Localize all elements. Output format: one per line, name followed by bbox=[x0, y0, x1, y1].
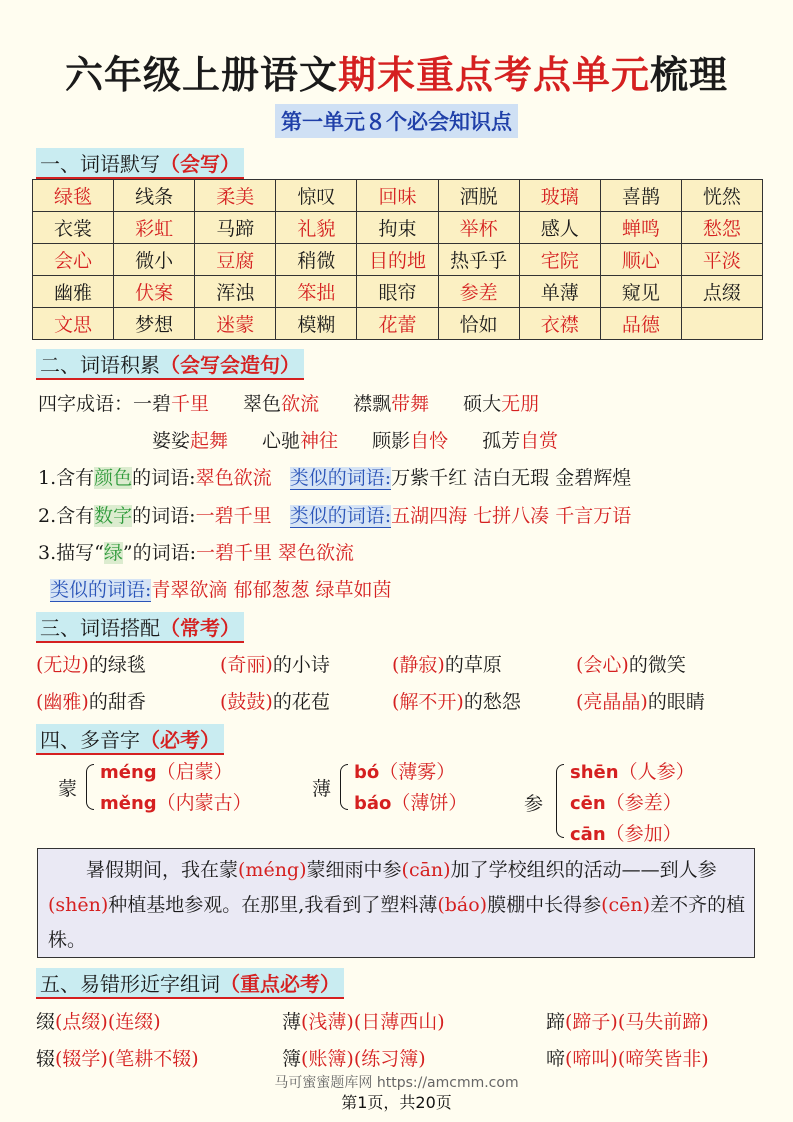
table-row bbox=[33, 244, 763, 276]
collocation: (奇丽)的小诗 bbox=[220, 654, 330, 676]
example-passage-box bbox=[37, 848, 755, 958]
table-cell: 稍微 bbox=[276, 244, 357, 276]
title-part2: 期末重点考点单元 bbox=[337, 53, 650, 97]
footer-page-number: 第1页，共20页 bbox=[341, 1093, 452, 1112]
table-cell: 感人 bbox=[519, 212, 600, 244]
idiom: 婆娑起舞 bbox=[152, 430, 229, 452]
section-5-heading: 五、易错形近字组词（重点必考） bbox=[36, 968, 344, 999]
polyphone-bao-2: báo（薄饼） bbox=[354, 792, 468, 814]
table-cell: 柔美 bbox=[195, 180, 276, 212]
similar-char-group: 辍(辍学)(笔耕不辍) bbox=[36, 1048, 199, 1070]
table-cell: 目的地 bbox=[357, 244, 438, 276]
similar-char-group: 缀(点缀)(连缀) bbox=[36, 1011, 161, 1033]
table-cell: 宅院 bbox=[519, 244, 600, 276]
table-row bbox=[33, 212, 763, 244]
collocation: (会心)的微笑 bbox=[576, 654, 686, 676]
idiom: 一碧千里 bbox=[133, 393, 210, 415]
collocation: (亮晶晶)的眼睛 bbox=[576, 691, 705, 713]
table-cell: 马蹄 bbox=[195, 212, 276, 244]
collocation: (鼓鼓)的花苞 bbox=[220, 691, 330, 713]
table-cell: 豆腐 bbox=[195, 244, 276, 276]
table-cell: 微小 bbox=[114, 244, 195, 276]
number-words-line: 2.含有数字的词语:一碧千里 类似的词语:五湖四海 七拼八凑 千言万语 bbox=[38, 505, 632, 527]
table-row bbox=[33, 276, 763, 308]
idiom: 顾影自怜 bbox=[372, 430, 449, 452]
table-cell: 热乎乎 bbox=[438, 244, 519, 276]
collocation: (幽雅)的甜香 bbox=[36, 691, 146, 713]
table-cell: 眼帘 bbox=[357, 276, 438, 308]
similar-char-group: 簿(账簿)(练习簿) bbox=[282, 1048, 426, 1070]
idiom: 心驰神往 bbox=[262, 430, 339, 452]
section-2-heading: 二、词语积累（会写会造句） bbox=[36, 349, 304, 380]
table-cell: 文思 bbox=[33, 308, 114, 340]
table-cell: 蝉鸣 bbox=[600, 212, 681, 244]
table-cell: 窥见 bbox=[600, 276, 681, 308]
collocation: (解不开)的愁怨 bbox=[392, 691, 521, 713]
polyphone-char-meng: 蒙 bbox=[58, 778, 78, 800]
table-cell: 喜鹊 bbox=[600, 180, 681, 212]
similar-char-group: 薄(浅薄)(日薄西山) bbox=[282, 1011, 445, 1033]
table-cell: 彩虹 bbox=[114, 212, 195, 244]
table-cell: 笨拙 bbox=[276, 276, 357, 308]
idiom: 孤芳自赏 bbox=[482, 430, 559, 452]
table-cell: 惊叹 bbox=[276, 180, 357, 212]
table-row bbox=[33, 308, 763, 340]
idiom: 襟飘带舞 bbox=[353, 393, 430, 415]
polyphone-shen-2: cēn（参差） bbox=[570, 792, 682, 814]
table-cell bbox=[681, 308, 762, 340]
table-cell: 恍然 bbox=[681, 180, 762, 212]
table-cell: 点缀 bbox=[681, 276, 762, 308]
page-subtitle: 第一单元８个必会知识点 bbox=[275, 104, 518, 138]
table-cell: 回味 bbox=[357, 180, 438, 212]
table-cell: 愁怨 bbox=[681, 212, 762, 244]
polyphone-bao-1: bó（薄雾） bbox=[354, 761, 456, 783]
table-cell: 顺心 bbox=[600, 244, 681, 276]
similar-char-group: 蹄(蹄子)(马失前蹄) bbox=[546, 1011, 709, 1033]
green-similar-line: 类似的词语:青翠欲滴 郁郁葱葱 绿草如茵 bbox=[50, 579, 392, 601]
green-words-line: 3.描写“绿”的词语:一碧千里 翠色欲流 bbox=[38, 542, 355, 564]
table-cell: 洒脱 bbox=[438, 180, 519, 212]
table-cell: 平淡 bbox=[681, 244, 762, 276]
table-cell: 恰如 bbox=[438, 308, 519, 340]
footer-site: 马可蜜蜜题库网 https://amcmm.com bbox=[274, 1075, 519, 1091]
table-cell: 浑浊 bbox=[195, 276, 276, 308]
table-cell: 梦想 bbox=[114, 308, 195, 340]
section-3-heading: 三、词语搭配（常考） bbox=[36, 612, 244, 643]
table-cell: 模糊 bbox=[276, 308, 357, 340]
vocab-table bbox=[32, 179, 763, 340]
table-cell: 参差 bbox=[438, 276, 519, 308]
idiom: 硕大无朋 bbox=[463, 393, 540, 415]
table-cell: 衣裳 bbox=[33, 212, 114, 244]
collocation: (静寂)的草原 bbox=[392, 654, 502, 676]
table-cell: 花蕾 bbox=[357, 308, 438, 340]
polyphone-meng-2: měng（内蒙古） bbox=[100, 792, 252, 814]
table-cell: 线条 bbox=[114, 180, 195, 212]
collocation: (无边)的绿毯 bbox=[36, 654, 146, 676]
idiom-row-1: 四字成语：一碧千里 翠色欲流 襟飘带舞 硕大无朋 bbox=[38, 393, 540, 415]
example-passage: 暑假期间，我在蒙(méng)蒙细雨中参(cān)加了学校组织的活动——到人参(shēn)种植基地参观。在那里,我看到了塑料薄(báo)膜棚中长得参(cēn)差不齐的植株。 bbox=[48, 859, 746, 951]
table-cell: 幽雅 bbox=[33, 276, 114, 308]
similar-char-group: 啼(啼叫)(啼笑皆非) bbox=[546, 1048, 709, 1070]
idiom: 翠色欲流 bbox=[243, 393, 320, 415]
table-cell: 衣襟 bbox=[519, 308, 600, 340]
page-title bbox=[0, 44, 793, 99]
table-cell: 礼貌 bbox=[276, 212, 357, 244]
table-row bbox=[33, 180, 763, 212]
table-cell: 拘束 bbox=[357, 212, 438, 244]
table-cell: 单薄 bbox=[519, 276, 600, 308]
table-cell: 绿毯 bbox=[33, 180, 114, 212]
color-words-line: 1.含有颜色的词语:翠色欲流 类似的词语:万紫千红 洁白无瑕 金碧辉煌 bbox=[38, 467, 632, 489]
polyphone-meng-1: méng（启蒙） bbox=[100, 761, 233, 783]
table-cell: 举杯 bbox=[438, 212, 519, 244]
polyphone-shen-3: cān（参加） bbox=[570, 823, 682, 845]
section-1-heading: 一、词语默写（会写） bbox=[36, 148, 244, 179]
title-part3: 梳理 bbox=[650, 53, 729, 97]
polyphone-char-bao: 薄 bbox=[312, 778, 332, 800]
table-cell: 迷蒙 bbox=[195, 308, 276, 340]
table-cell: 伏案 bbox=[114, 276, 195, 308]
idiom-row-2 bbox=[152, 426, 592, 453]
table-cell: 会心 bbox=[33, 244, 114, 276]
table-cell: 品德 bbox=[600, 308, 681, 340]
title-part1: 六年级上册语文 bbox=[64, 53, 338, 97]
table-cell: 玻璃 bbox=[519, 180, 600, 212]
section-4-heading: 四、多音字（必考） bbox=[36, 724, 224, 755]
polyphone-char-shen: 参 bbox=[524, 793, 544, 815]
polyphone-shen-1: shēn（人参） bbox=[570, 761, 695, 783]
